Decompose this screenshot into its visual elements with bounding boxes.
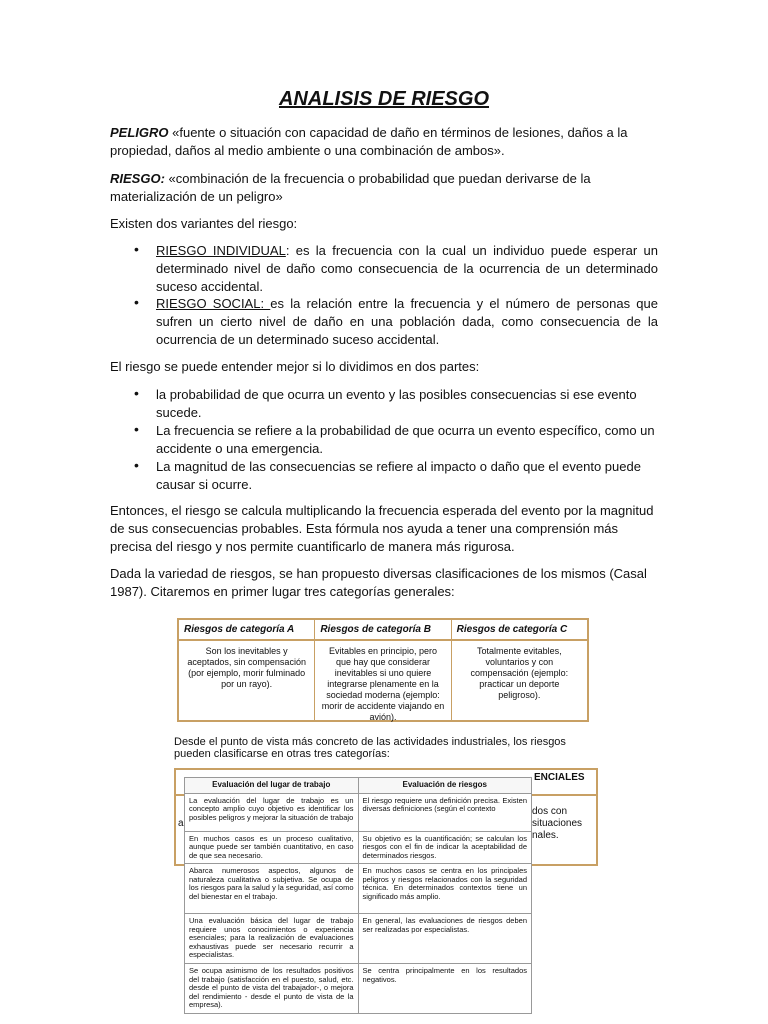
background-fragment: [532, 806, 582, 842]
table-row: [185, 964, 532, 1014]
table-cell: En muchos casos se centra en los principales peligros y riesgos relacionados con la seguridad técnica. En determinados contextos tiene un significado más amplio.: [358, 864, 532, 914]
riesgo-term: RIESGO:: [110, 171, 165, 186]
category-body: Evitables en principio, pero que hay que considerar inevitables si uno quiere integrarse plenamente en la sociedad moderna (ejemplo: morir de accidente viajando en avión).: [321, 646, 445, 722]
riesgo-definition: [110, 170, 658, 206]
background-fragment-line: dos con: [532, 806, 568, 817]
variantes-intro: Existen dos variantes del riesgo:: [110, 216, 298, 231]
riesgo-text: «combinación de la frecuencia o probabilidad que puedan derivarse de la materialización de un peligro»: [110, 171, 591, 204]
table-row: [185, 914, 532, 964]
industrial-subtext: Desde el punto de vista más concreto de las actividades industriales, los riesgos pueden clasificarse en otras tres categorías:: [174, 736, 566, 760]
list-item: la probabilidad de que ocurra un evento y las posibles consecuencias si ese evento sucede.: [156, 387, 637, 420]
column-header: Evaluación de riesgos: [358, 778, 532, 794]
table-cell: En muchos casos es un proceso cualitativo, aunque puede ser también cuantitativo, en caso de que sea necesario.: [185, 831, 359, 864]
variante-text: es la relación entre la frecuencia y el número de personas que sufren un cierto nivel de daño en una población dada, como consecuencia de la ocurrencia de un determinado suceso accidental.: [156, 296, 658, 347]
variante-term: RIESGO INDIVIDUAL: [156, 243, 286, 258]
bullet-icon: •: [134, 294, 139, 310]
bullet-icon: •: [134, 457, 139, 473]
list-item: [156, 242, 658, 296]
table-cell: El riesgo requiere una definición precisa. Existen diversas definiciones (según el contexto: [358, 793, 532, 831]
peligro-definition: [110, 124, 658, 160]
partes-intro: El riesgo se puede entender mejor si lo dividimos en dos partes:: [110, 359, 480, 374]
background-fragment-line: nales.: [532, 830, 559, 841]
page-title: ANALISIS DE RIESGO: [278, 88, 490, 110]
category-column: [179, 620, 315, 720]
peligro-text: «fuente o situación con capacidad de daño en términos de lesiones, daños a la propiedad, daños al medio ambiente o una combinación de ambos».: [110, 125, 628, 158]
background-fragment-line: situaciones: [532, 818, 583, 829]
list-item: [156, 295, 658, 349]
background-header-fragment: ENCIALES: [534, 772, 585, 783]
table-cell: Se centra principalmente en los resultados negativos.: [358, 964, 532, 1014]
table-cell: Abarca numerosos aspectos, algunos de naturaleza cualitativa o subjetiva. Se ocupa de los riesgos para la salud y la seguridad, así como del bienestar en el trabajo.: [185, 864, 359, 914]
table-cell: En general, las evaluaciones de riesgos deben ser realizadas por especialistas.: [358, 914, 532, 964]
column-header: Evaluación del lugar de trabajo: [185, 778, 359, 794]
variante-text: : es la frecuencia con la cual un individuo puede esperar un determinado nivel de daño como consecuencia de la ocurrencia de un determinado suceso accidental.: [156, 243, 659, 294]
evaluation-table: [184, 777, 532, 1014]
category-header: Riesgos de categoría B: [315, 620, 450, 641]
list-item: La magnitud de las consecuencias se refiere al impacto o daño que el evento puede causar si ocurre.: [156, 459, 641, 492]
category-column: [452, 620, 587, 720]
bullet-icon: •: [134, 421, 139, 437]
table-cell: Se ocupa asimismo de los resultados positivos del trabajo (satisfacción en el puesto, salud, etc. desde el punto de vista del trabajador-, o mejora del rendimiento - desde el punto de vista de la empresa).: [185, 964, 359, 1014]
background-fragment: a: [178, 818, 184, 829]
bullet-icon: •: [134, 241, 139, 257]
dada-paragraph: Dada la variedad de riesgos, se han propuesto diversas clasificaciones de los mismos (Casal 1987). Citaremos en primer lugar tres categorías generales:: [110, 566, 647, 599]
table-cell: Una evaluación básica del lugar de trabajo requiere unos conocimientos o experiencia esenciales; para la realización de evaluaciones exhaustivas puede ser necesario recurrir a especialistas.: [185, 914, 359, 964]
table-cell: La evaluación del lugar de trabajo es un concepto amplio cuyo objetivo es identificar los posibles peligros y mejorar la situación de trabajo: [185, 793, 359, 831]
list-item: La frecuencia se refiere a la probabilidad de que ocurra un evento específico, como un accidente o una emergencia.: [156, 423, 655, 456]
categories-table: [177, 618, 589, 722]
category-body: Totalmente evitables, voluntarios y con compensación (ejemplo: practicar un deporte peligroso).: [470, 646, 569, 700]
variante-term: RIESGO SOCIAL:: [156, 296, 271, 311]
table-row: [185, 793, 532, 831]
category-body: Son los inevitables y aceptados, sin compensación (por ejemplo, morir fulminado por un rayo).: [187, 646, 306, 689]
table-row: [185, 864, 532, 914]
entonces-paragraph: Entonces, el riesgo se calcula multiplicando la frecuencia esperada del evento por la magnitud de sus consecuencias probables. Esta fórmula nos ayuda a tener una comprensión más precisa del riesgo y nos permite cuantificarlo de manera más rigurosa.: [110, 503, 654, 554]
category-header: Riesgos de categoría A: [179, 620, 314, 641]
peligro-term: PELIGRO: [110, 125, 169, 140]
table-header-row: [185, 778, 532, 794]
bullet-icon: •: [134, 385, 139, 401]
table-row: [185, 831, 532, 864]
table-cell: Su objetivo es la cuantificación; se calculan los riesgos con el fin de indicar la aceptabilidad de determinados riesgos.: [358, 831, 532, 864]
category-header: Riesgos de categoría C: [452, 620, 587, 641]
category-column: [315, 620, 451, 720]
